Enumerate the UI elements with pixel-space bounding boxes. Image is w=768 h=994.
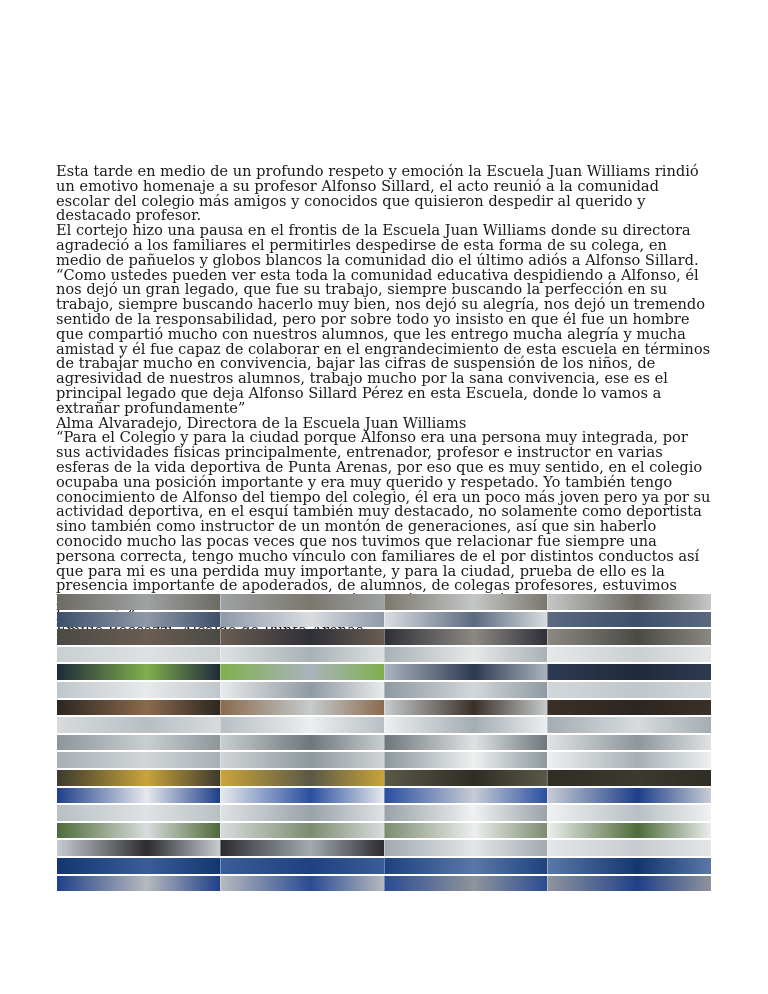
photo-band bbox=[57, 612, 711, 628]
quote-attribution: Alma Alvaradejo, Directora de la Escuela Juan Williams bbox=[56, 414, 467, 432]
photo-tile bbox=[220, 805, 384, 821]
photo-collage bbox=[57, 594, 711, 892]
photo-band bbox=[57, 805, 711, 821]
photo-tile bbox=[547, 858, 711, 874]
photo-tile bbox=[57, 752, 220, 768]
photo-tile bbox=[384, 858, 548, 874]
photo-tile bbox=[384, 770, 548, 786]
photo-tile bbox=[220, 717, 384, 733]
photo-tile bbox=[220, 823, 384, 839]
photo-tile bbox=[57, 717, 220, 733]
photo-band bbox=[57, 717, 711, 733]
article-paragraph: Esta tarde en medio de un profundo respeto y emoción la Escuela Juan Williams rindió un emotivo homenaje a su profesor Alfonso Sillard, el acto reunió a la comunidad escolar del colegio más amigos y conocidos que quisieron despedir al querido y destacado profesor. bbox=[56, 163, 699, 225]
article-paragraph: El cortejo hizo una pausa en el frontis de la Escuela Juan Williams donde su directora agradeció a los familiares el permitirles despedirse de esta forma de su colega, en medio de pañuelos y globos blancos la comunidad dio el último adiós a Alfonso Sillard. bbox=[56, 222, 699, 269]
photo-tile bbox=[220, 612, 384, 628]
photo-tile bbox=[384, 700, 548, 716]
photo-tile bbox=[220, 788, 384, 804]
photo-band bbox=[57, 752, 711, 768]
photo-tile bbox=[384, 876, 548, 892]
photo-tile bbox=[57, 805, 220, 821]
photo-tile bbox=[57, 770, 220, 786]
photo-band bbox=[57, 682, 711, 698]
photo-tile bbox=[220, 700, 384, 716]
photo-tile bbox=[220, 876, 384, 892]
photo-tile bbox=[57, 858, 220, 874]
photo-band bbox=[57, 840, 711, 856]
photo-tile bbox=[547, 823, 711, 839]
photo-tile bbox=[220, 594, 384, 610]
photo-tile bbox=[547, 664, 711, 680]
article-quote: “Para el Colegio y para la ciudad porque Alfonso era una persona muy integrada, por sus actividades físicas principalmente, entrenador, profesor e instructor en varias esferas de la vida deportiva de Punta Arenas, por eso que es muy sentido, en el colegio ocupaba una posición importante y era muy querido y respetado. Yo también tengo conocimiento de Alfonso del tiempo del colegio, él era un poco más joven pero ya por su actividad deportiva, en el esquí también muy destacado, no solamente como deportista sino también como instructor de un montón de generaciones, así que sin haberlo conocido mucho las pocas veces que nos tuvimos que relacionar fue siempre una persona correcta, tengo mucho vínculo con familiares de el por distintos conductos así que para mi es una perdida muy importante, y para la ciudad, prueba de ello es la presencia importante de apoderados, de alumnos, de colegas profesores, estuvimos bbox=[56, 429, 711, 595]
photo-tile bbox=[57, 629, 220, 645]
photo-tile bbox=[57, 594, 220, 610]
photo-tile bbox=[220, 770, 384, 786]
photo-tile bbox=[57, 876, 220, 892]
photo-tile bbox=[220, 682, 384, 698]
photo-band bbox=[57, 629, 711, 645]
photo-band bbox=[57, 858, 711, 874]
photo-tile bbox=[384, 594, 548, 610]
photo-tile bbox=[384, 647, 548, 663]
photo-tile bbox=[384, 823, 548, 839]
photo-tile bbox=[547, 770, 711, 786]
photo-tile bbox=[57, 664, 220, 680]
photo-band bbox=[57, 664, 711, 680]
photo-tile bbox=[384, 717, 548, 733]
photo-tile bbox=[384, 682, 548, 698]
photo-tile bbox=[57, 788, 220, 804]
photo-tile bbox=[547, 682, 711, 698]
photo-tile bbox=[547, 612, 711, 628]
photo-tile bbox=[547, 876, 711, 892]
photo-tile bbox=[220, 664, 384, 680]
photo-tile bbox=[57, 823, 220, 839]
photo-tile bbox=[57, 647, 220, 663]
photo-tile bbox=[384, 664, 548, 680]
photo-tile bbox=[547, 647, 711, 663]
photo-band bbox=[57, 788, 711, 804]
photo-tile bbox=[57, 682, 220, 698]
photo-tile bbox=[57, 735, 220, 751]
photo-tile bbox=[220, 735, 384, 751]
photo-tile bbox=[547, 629, 711, 645]
photo-band bbox=[57, 876, 711, 892]
photo-tile bbox=[547, 717, 711, 733]
photo-tile bbox=[220, 629, 384, 645]
photo-tile bbox=[57, 700, 220, 716]
photo-tile bbox=[384, 752, 548, 768]
photo-band bbox=[57, 700, 711, 716]
article-quote: “Como ustedes pueden ver esta toda la comunidad educativa despidiendo a Alfonso, él nos dejó un gran legado, que fue su trabajo, siempre buscando la perfección en su trabajo, siempre buscando hacerlo muy bien, nos dejó su alegría, nos dejó un tremendo sentido de la responsabilidad, pero por sobre todo yo insisto en que él fue un hombre que compartió mucho con nuestros alumnos, que les entrego mucha alegría y mucha amistad y él fue capaz de colaborar en el engrandecimiento de esta escuela en términos de trabajar mucho en convivencia, bajar las cifras de suspensión de los niños, de agresividad de nuestros alumnos, trabajo mucho por la sana convivencia, ese es el principal legado que deja Alfonso Sillard Pérez en esta Escuela, donde lo vamos a extrañar profundamente” bbox=[56, 266, 711, 417]
photo-tile bbox=[547, 594, 711, 610]
photo-tile bbox=[220, 647, 384, 663]
photo-tile bbox=[547, 788, 711, 804]
photo-tile bbox=[547, 805, 711, 821]
photo-tile bbox=[384, 612, 548, 628]
photo-tile bbox=[57, 612, 220, 628]
photo-tile bbox=[384, 735, 548, 751]
photo-tile bbox=[384, 805, 548, 821]
photo-tile bbox=[384, 840, 548, 856]
photo-tile bbox=[220, 840, 384, 856]
photo-band bbox=[57, 823, 711, 839]
photo-tile bbox=[384, 629, 548, 645]
photo-tile bbox=[57, 840, 220, 856]
photo-tile bbox=[384, 788, 548, 804]
photo-tile bbox=[547, 752, 711, 768]
photo-tile bbox=[547, 700, 711, 716]
photo-band bbox=[57, 770, 711, 786]
article-text bbox=[56, 165, 716, 639]
photo-band bbox=[57, 647, 711, 663]
photo-tile bbox=[220, 858, 384, 874]
photo-tile bbox=[220, 752, 384, 768]
photo-tile bbox=[547, 735, 711, 751]
photo-tile bbox=[547, 840, 711, 856]
photo-band bbox=[57, 594, 711, 610]
photo-band bbox=[57, 735, 711, 751]
